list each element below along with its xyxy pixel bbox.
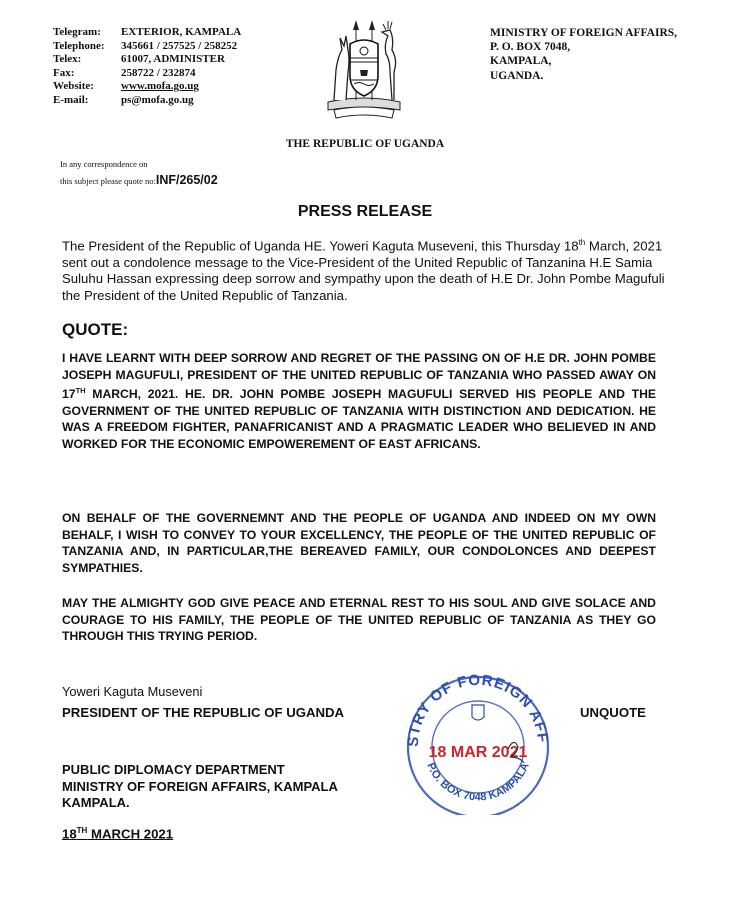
- document-title: PRESS RELEASE: [297, 203, 433, 220]
- correspondence-label: this subject please quote no:: [60, 176, 156, 186]
- department-line: PUBLIC DIPLOMACY DEPARTMENT: [62, 762, 285, 777]
- svg-text:P.O. BOX 7048 KAMPALA: [424, 761, 531, 803]
- ministry-stamp: [388, 665, 568, 815]
- email-link[interactable]: ps@mofa.go.ug: [121, 93, 194, 106]
- republic-heading: THE REPUBLIC OF UGANDA: [285, 138, 445, 150]
- document-date: [62, 826, 173, 841]
- contact-row: [53, 94, 241, 108]
- quote-paragraph-2: ON BEHALF OF THE GOVERNEMNT AND THE PEOPLE OF UGANDA AND INDEED ON MY OWN BEHALF, I WISH TO CONVEY TO YOUR EXCELLENCY, THE PEOPLE OF THE UNITED REPUBLIC OF TANZANIA AND, IN PARTICULAR,THE BEREAVED FAMILY, OUR CONDOLONCES AND DEEPEST SYMPATHIES.: [62, 511, 656, 575]
- contact-label: Telex:: [53, 53, 82, 66]
- contact-row: [53, 80, 241, 94]
- contact-row: [53, 26, 241, 40]
- correspondence-line: [60, 172, 218, 189]
- address-line: KAMPALA,: [490, 55, 552, 68]
- website-link[interactable]: www.mofa.go.ug: [121, 80, 199, 93]
- date-rest: MARCH 2021: [87, 826, 174, 842]
- department-line: KAMPALA.: [62, 795, 130, 811]
- intro-paragraph: [62, 235, 672, 304]
- correspondence-line: In any correspondence on: [60, 159, 148, 169]
- contact-value: 61007, ADMINISTER: [121, 53, 225, 66]
- contact-label: Website:: [53, 80, 94, 93]
- quote-paragraph-1: [62, 350, 656, 453]
- unquote-label: UNQUOTE: [580, 705, 646, 720]
- intro-text: The President of the Republic of Uganda HE. Yoweri Kaguta Museveni, this Thursday 18: [62, 238, 579, 254]
- signatory-title: PRESIDENT OF THE REPUBLIC OF UGANDA: [62, 705, 345, 720]
- address-line: MINISTRY OF FOREIGN AFFAIRS,: [490, 27, 678, 39]
- contact-row: [53, 40, 241, 54]
- contact-row: [53, 53, 241, 67]
- quote-paragraph-3: MAY THE ALMIGHTY GOD GIVE PEACE AND ETERNAL REST TO HIS SOUL AND GIVE SOLACE AND COURAGE TO HIS FAMILY, THE PEOPLE OF THE UNITED REPUBLIC OF TANZANIA AS THEY GO THROUGH THIS TRYING PERIOD.: [62, 596, 656, 644]
- coat-of-arms: [320, 10, 408, 128]
- letterhead-contacts: [53, 26, 241, 108]
- reference-number: INF/265/02: [155, 173, 218, 187]
- quote-header: QUOTE:: [62, 320, 129, 339]
- stamp-bottom-text: P.O. BOX 7048 KAMPALA: [424, 761, 532, 804]
- stamp-top-text: STRY OF FOREIGN AFF: [404, 671, 552, 748]
- contact-value: EXTERIOR, KAMPALA: [121, 26, 242, 38]
- date-day: 18: [62, 826, 77, 842]
- stamp-date: 18 MAR 2021: [428, 744, 528, 761]
- svg-text:MINISTRY OF FOREIGN AFFAIRS: [388, 665, 551, 747]
- signatory-name: Yoweri Kaguta Museveni: [62, 684, 203, 699]
- address-line: P. O. BOX 7048,: [490, 41, 571, 54]
- department-block: [62, 762, 338, 812]
- contact-label: Telephone:: [53, 39, 105, 52]
- contact-row: [53, 67, 241, 81]
- paragraph-text: I HAVE LEARNT WITH DEEP SORROW AND REGRET OF THE PASSING ON OF H.E DR. JOHN POMBE JOSEPH MAGUFULI, PRESIDENT OF THE UNITED REPUBLIC OF TANZANIA WHO PASSED AWAY ON 17: [62, 351, 656, 402]
- department-line: MINISTRY OF FOREIGN AFFAIRS, KAMPALA: [62, 778, 338, 794]
- address-line: UGANDA.: [490, 69, 544, 82]
- date-sup: TH: [76, 826, 88, 835]
- intro-sup: th: [578, 238, 586, 247]
- contact-label: Fax:: [53, 66, 75, 79]
- correspondence-note: [60, 156, 218, 189]
- paragraph-text: MARCH, 2021. HE. DR. JOHN POMBE JOSEPH MAGUFULI SERVED HIS PEOPLE AND THE GOVERNMENT OF THE UNITED REPUBLIC OF TANZANIA WITH DISTINCTION AND DEDICATION. HE WAS A FREEDOM FIGHTER, PANAFRICANIST AND A PRAGMATIC LEADER WHO BELIEVED IN AND WORKED FOR THE ECONOMIC EMPOWEREMENT OF EAST AFRICANS.: [62, 387, 656, 452]
- ministry-address: [490, 26, 677, 83]
- paragraph-sup: TH: [75, 386, 86, 396]
- contact-label: Telegram:: [53, 26, 101, 38]
- contact-label: E-mail:: [53, 93, 89, 106]
- contact-value: 258722 / 232874: [121, 66, 196, 79]
- contact-value: 345661 / 257525 / 258252: [121, 39, 238, 52]
- intro-text: March, 2021 sent out a condolence message to the Vice-President of the United Republic of Tanzanina H.E Samia Suluhu Hassan expressing deep sorrow and sympathy upon the death of H.E Dr. John Pombe Magufuli the President of the United Republic of Tanzania.: [62, 238, 665, 303]
